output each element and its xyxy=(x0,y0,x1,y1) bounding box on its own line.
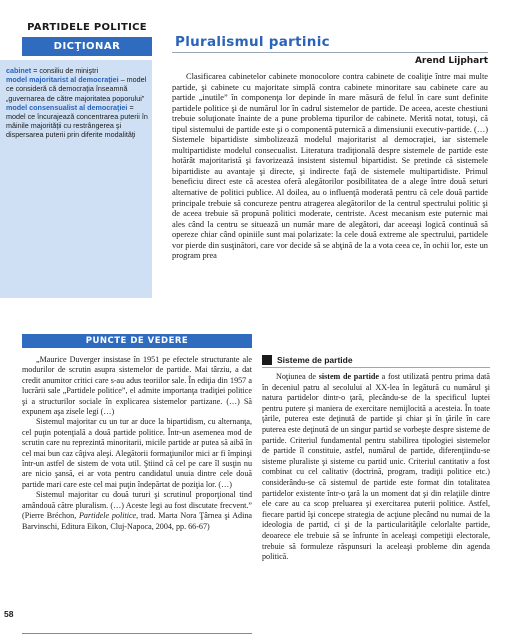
systems-title: Sisteme de partide xyxy=(277,355,353,365)
systems-heading xyxy=(262,354,353,366)
dictionary-entry xyxy=(6,103,148,140)
dictionary-term: model majoritarist al democraţiei xyxy=(6,75,119,85)
article-author: Arend Lijphart xyxy=(414,56,488,66)
pov-text-run: , trad. Marta Nora Ţârnea şi Adina Barvinschi, Editura Eikon, Cluj-Napoca, 2004, pp. 66-67) xyxy=(22,511,252,531)
dictionary-definition: = consiliu de miniştri xyxy=(33,66,99,75)
systems-body xyxy=(262,372,490,563)
bottom-divider xyxy=(22,633,252,634)
points-of-view-banner: PUNCTE DE VEDERE xyxy=(22,334,252,348)
pov-paragraph: „Maurice Duverger insistase în 1951 pe efectele structurante ale modurilor de scrutin asupra sistemelor de partide. Mai târziu, a dat credit anumitor critici care s-au adus teoriilor sale. În ediţia din 1957 a lucrării sale „Partidele politice”, el admite importanţa tradiţiei politice şi a structurilor sociale în explicarea sistemelor partizane. (…) Să expunem aşa zisele legi (…) xyxy=(22,355,252,417)
dictionary-term: cabinet xyxy=(6,66,32,75)
systems-divider xyxy=(262,367,490,368)
dictionary-term: model consensualist al democraţiei xyxy=(6,102,128,112)
dictionary-content xyxy=(6,66,148,140)
systems-bold-term: sistem de partide xyxy=(318,372,379,381)
pov-book-title: Partidele politice xyxy=(78,511,137,521)
sidebar-title: PARTIDELE POLITICE xyxy=(27,22,147,33)
dictionary-entry xyxy=(6,75,148,103)
page-number: 58 xyxy=(4,609,14,619)
dictionary-banner: DICŢIONAR xyxy=(22,37,152,56)
pov-paragraph xyxy=(22,490,252,532)
pov-text-run: Sistemul majoritar cu două tururi şi scrutinul proporţional tind amândouă către pluralism. (…) Aceste legi au fost discutate frecvent.” (Pierre Bréchon, xyxy=(22,490,252,521)
systems-text-run: Noţiunea de xyxy=(276,372,319,381)
square-bullet-icon xyxy=(262,355,272,365)
systems-text-run: a fost utilizată pentru prima dată în deceniul patru al secolului al XX-lea în legătură cu numărul şi natura partidelor dintr-o ţară, plecându-se de la specificul luptei pentru putere şi maniera de exercitare nemijlocită a acesteia. În toate ţările, puterea este deţinută de partide şi chiar şi în ţările în care puterea este deţinută de un singur partid se vorbeşte despre sisteme de partide. Criteriul fundamental pentru stabilirea tipologiei sistemelor de partide îl constituie, astfel, numărul de partide, diferenţiindu-se sisteme pluraliste şi sisteme cu partid unic. Criteriul cantitativ a fost combinat cu cel calitativ (doctrină, program, tradiţii politice etc.) considerându-se că sistemul de partide este format din totalitatea partidelor existente într-o ţară la un moment dat şi din relaţiile dintre ele care au ca scop preluarea şi exercitarea puterii politice. Astfel, fiecare partid îşi concepe strategia de acţiune plecând nu numai de la ideologia de partid, ci şi de la particularităţile celorlalte partide, deoarece ele trebuie să se înfrunte în aceleaşi competiţii electorale, trebuie să formuleze răspunsuri la aceleaşi probleme din agenda politică. xyxy=(262,372,490,562)
pov-paragraph: Sistemul majoritar cu un tur ar duce la bipartidism, cu alternanţa, cel puţin potenţială a două partide politice. Într-un asemenea mod de scrutin care nu reprezintă minoritarii, micile partide ar putea să aibă în cel mai bun caz câţiva aleşi. Alegătorii formaţiunilor mici ar fi împinşi într-un astfel de sistem de vota util. Ştiind că cel pe care îl susţin nu are nicio şansă, ei ar vota pentru candidatul unuia dintre cele două partide mari care este cel mai puţin îndepărtat de poziţia lor. (…) xyxy=(22,417,252,489)
title-divider xyxy=(172,52,488,53)
article-body: Clasificarea cabinetelor cabinete monocolore contra cabinete de coaliţie între mai multe partide, şi cabinete cu majoritate simplă contra cabinete minoritare sau cabinete care au partide „inutile” în componenţa lor depinde în mare măsură de felul în care sunt definite partidele politice şi de numărul lor în cadrul sistemelor de partide. De aceea, aceste chestiuni trebuie soluţionate înainte de a pune problema tipurilor de cabinete. Merită notat, totuşi, că tipul sistemului de partide este şi o componentă puternică a dimensiunii executiv-partide. (…) Sistemele bipartidiste simbolizează modelul majoritarist al democraţiei, iar sistemele multipartidiste modelul consecualist. Literatura tradiţională despre sistemele de partide este hotărât majoritaristă şi favorizează insistent sistemul bipartidist. Se pretinde că sistemele bipartidiste au avantaje şi directe, şi indirecte faţă de sistemele multipartidiste. Primul beneficiu direct este că acestea oferă alegătorilor posibilitatea de a alege între două seturi alternative de politici publice. Al doilea, au o influenţă moderată pentru că cele două partide principale trebuie să concureze pentru atragerea alegătorilor de la centrul spectrului politic şi de aceea trebuie să propună politici moderate, centriste. Acest mecanism este puternic mai ales când la centru se situează un număr mare de alegători, dar aceeaşi logică continuă să opereze chiar când opiniile sunt mai polarizate: la cele două extreme ale spectrului, partidele vor pierde din susţinători, care vor decide să se abţină de la a vota ceea ce, în ochii lor, este un program prea xyxy=(172,72,488,261)
dictionary-definition: – model ce consideră că democraţia înseamnă „guvernarea de către majoritatea poporului” xyxy=(6,75,147,103)
article-title: Pluralismul partinic xyxy=(175,34,330,50)
dictionary-definition: = model ce încurajează concentrarea puterii în mâinile majorităţii cu restrângerea şi dispersarea puterii prin diferite modalităţi xyxy=(6,102,148,140)
dictionary-entry xyxy=(6,66,148,75)
points-of-view-text xyxy=(22,355,252,532)
